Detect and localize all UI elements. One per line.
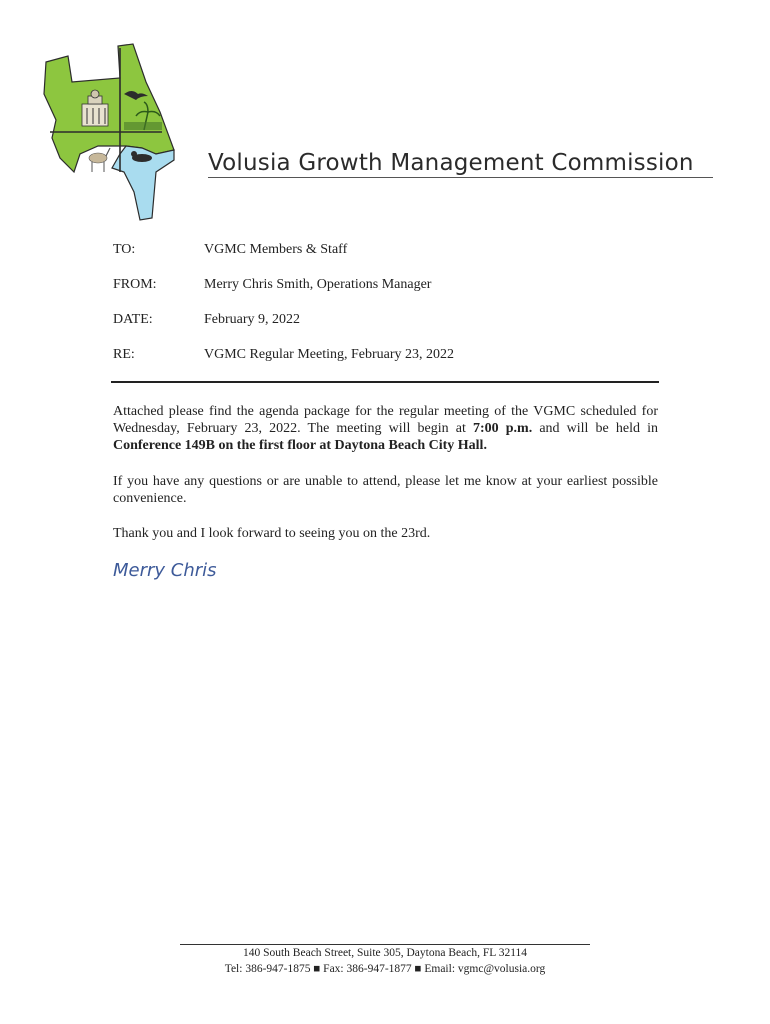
organization-title: Volusia Growth Management Commission [208, 150, 694, 176]
memo-date-label: DATE: [113, 312, 153, 327]
body-paragraph-2: If you have any questions or are unable to attend, please let me know at your earliest possible convenience. [113, 474, 658, 506]
p1-text-b: and will be held in [532, 421, 658, 436]
p1-meeting-location: Conference 149B on the first floor at Daytona Beach City Hall. [113, 438, 487, 453]
body-paragraph-1 [113, 403, 658, 454]
memo-date-value: February 9, 2022 [204, 312, 301, 327]
memo-from-value: Merry Chris Smith, Operations Manager [204, 277, 432, 292]
memo-to-value: VGMC Members & Staff [204, 242, 348, 257]
footer-address: 140 South Beach Street, Suite 305, Daytona Beach, FL 32114 [242, 947, 528, 959]
memo-re-value: VGMC Regular Meeting, February 23, 2022 [204, 347, 455, 362]
signature: Merry Chris [113, 560, 217, 581]
header-divider [111, 381, 659, 383]
memo-from-label: FROM: [113, 277, 157, 292]
memo-to-label: TO: [113, 242, 136, 257]
p1-text-a: Attached please find the agenda package for the regular meeting of the VGMC scheduled for Wednesday, February 23, 2022. The meeting will begin at [113, 404, 658, 436]
body-paragraph-3: Thank you and I look forward to seeing you on the 23rd. [113, 526, 431, 541]
deer-icon [89, 148, 110, 172]
footer-divider [180, 944, 590, 945]
footer-contact: Tel: 386-947-1875 ■ Fax: 386-947-1877 ■ Email: vgmc@volusia.org [224, 963, 546, 975]
p1-meeting-time: 7:00 p.m. [472, 421, 533, 436]
memo-re-label: RE: [113, 347, 135, 362]
title-underline [208, 177, 713, 178]
vgmc-logo [38, 42, 178, 222]
